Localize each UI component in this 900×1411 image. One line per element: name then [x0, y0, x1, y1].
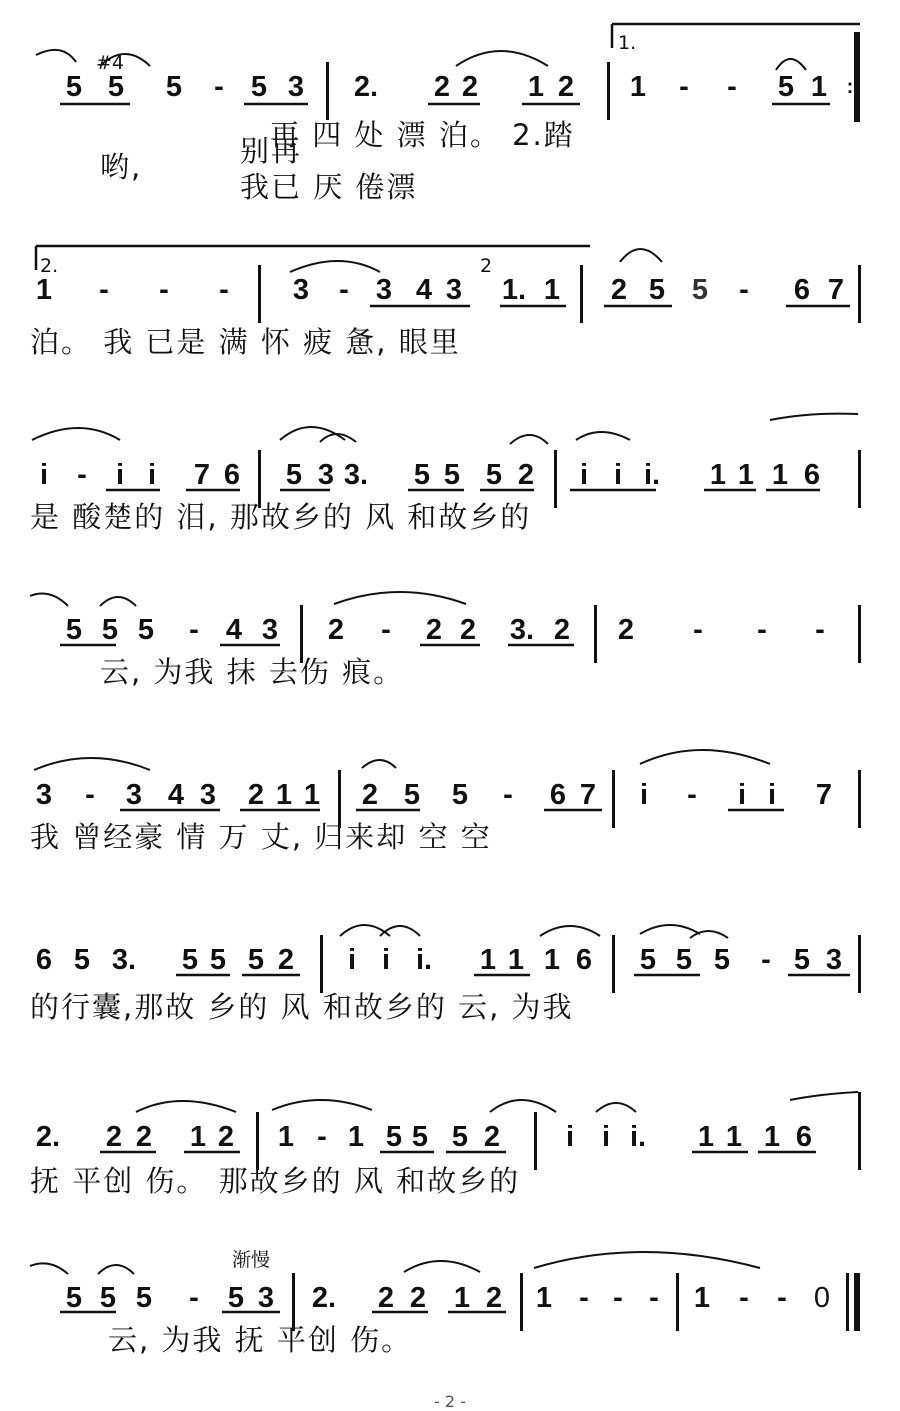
note: -	[693, 614, 703, 646]
note: 5	[227, 1282, 245, 1314]
note: -	[757, 614, 767, 646]
barline	[858, 605, 861, 663]
note: -	[317, 1121, 327, 1153]
final-barline	[854, 1273, 860, 1331]
note: 1	[629, 71, 647, 103]
note: 5	[101, 614, 119, 646]
note: 2	[557, 71, 575, 103]
slur-arc	[34, 758, 150, 770]
note: 3.	[343, 459, 369, 491]
slur-arc	[404, 1261, 480, 1272]
note: 2	[135, 1121, 153, 1153]
note: 1	[535, 1282, 553, 1314]
note: 0	[813, 1282, 831, 1314]
note: -	[189, 1282, 199, 1314]
note: 3	[292, 274, 310, 306]
note: 5	[209, 944, 227, 976]
note: 1	[303, 779, 321, 811]
note: 2	[485, 1282, 503, 1314]
note: i.	[643, 459, 661, 491]
note: 5	[713, 944, 731, 976]
barline	[534, 1112, 537, 1170]
note: 5	[403, 779, 421, 811]
lyric-line: 抚 平创 伤。 那故乡的 风 和故乡的	[30, 1164, 521, 1198]
barline	[846, 1273, 849, 1331]
note: 5	[137, 614, 155, 646]
lyric-line-main: 再 四 处 漂 泊。 2.踏	[270, 118, 575, 152]
note: 1	[693, 1282, 711, 1314]
note: 7	[815, 779, 833, 811]
slur-arc	[790, 1092, 858, 1100]
note: -	[727, 71, 737, 103]
note: 7	[193, 459, 211, 491]
note: 5	[165, 71, 183, 103]
note: -	[649, 1282, 659, 1314]
page-number: - 2 -	[434, 1392, 466, 1411]
note: -	[214, 71, 224, 103]
note: 2	[461, 71, 479, 103]
slur-arc	[136, 1101, 236, 1112]
note: i.	[629, 1121, 647, 1153]
note: -	[159, 274, 169, 306]
lyric-line-a: 哟,	[100, 150, 143, 184]
note: 2	[217, 1121, 235, 1153]
volta-label: 2.	[40, 255, 59, 277]
note: 2	[377, 1282, 395, 1314]
note: 1	[275, 779, 293, 811]
note: 5	[413, 459, 431, 491]
note: 5	[247, 944, 265, 976]
note: 5	[181, 944, 199, 976]
note: 2	[517, 459, 535, 491]
lyric-line: 泊。 我 已是 满 怀 疲 惫, 眼里	[30, 325, 461, 359]
barline	[676, 1273, 679, 1331]
note: 1	[35, 274, 53, 306]
note: 3	[317, 459, 335, 491]
note: 5	[65, 614, 83, 646]
note: 5	[451, 779, 469, 811]
barline	[258, 265, 261, 323]
note: i	[767, 779, 777, 811]
note: i	[115, 459, 125, 491]
note: 1	[453, 1282, 471, 1314]
note: -	[85, 779, 95, 811]
note: 1	[507, 944, 525, 976]
note: -	[679, 71, 689, 103]
lyric-line: 的行囊,那故 乡的 风 和故乡的 云, 为我	[30, 990, 574, 1024]
slur-arc	[490, 1100, 556, 1112]
note: 1	[277, 1121, 295, 1153]
note: 1	[697, 1121, 715, 1153]
note: i	[737, 779, 747, 811]
note: 5	[451, 1121, 469, 1153]
note: 3	[125, 779, 143, 811]
note: 5	[411, 1121, 429, 1153]
note: -	[579, 1282, 589, 1314]
note: 6	[575, 944, 593, 976]
barline	[858, 450, 861, 508]
note: -	[761, 944, 771, 976]
note: 5	[485, 459, 503, 491]
note: 5	[777, 71, 795, 103]
note: 4	[225, 614, 243, 646]
slur-arc	[640, 925, 700, 934]
note: 1	[189, 1121, 207, 1153]
slur-arc	[596, 1103, 636, 1112]
note: i	[381, 944, 391, 976]
slur-arc	[320, 434, 356, 442]
note: 2	[425, 614, 443, 646]
note: 2	[483, 1121, 501, 1153]
note: -	[189, 614, 199, 646]
note: i	[613, 459, 623, 491]
note: 1	[725, 1121, 743, 1153]
barline	[612, 935, 615, 993]
note: 3	[287, 71, 305, 103]
barline	[858, 770, 861, 828]
note: -	[381, 614, 391, 646]
note: -	[739, 274, 749, 306]
note: 1	[543, 274, 561, 306]
note: 5	[99, 1282, 117, 1314]
notation-line	[0, 265, 900, 325]
note: 5	[648, 274, 666, 306]
note: 1	[709, 459, 727, 491]
note: 5	[639, 944, 657, 976]
note: 3.	[509, 614, 535, 646]
note: -	[739, 1282, 749, 1314]
notation-line	[0, 935, 900, 995]
note: 2	[327, 614, 345, 646]
note: 5	[385, 1121, 403, 1153]
note: i.	[415, 944, 433, 976]
note: 5	[285, 459, 303, 491]
note: 1	[479, 944, 497, 976]
barline	[612, 770, 615, 828]
note: i	[347, 944, 357, 976]
note: i	[579, 459, 589, 491]
slur-arc	[362, 760, 396, 768]
note: -	[219, 274, 229, 306]
slur-arc	[576, 432, 630, 440]
barline	[320, 935, 323, 993]
note: 3	[35, 779, 53, 811]
note: 2	[610, 274, 628, 306]
note: 7	[827, 274, 845, 306]
slur-arc	[272, 1100, 372, 1110]
note: 1	[543, 944, 561, 976]
barline	[326, 62, 329, 120]
note: 1	[771, 459, 789, 491]
slur-arc	[510, 435, 548, 444]
note: 2.	[311, 1282, 337, 1314]
note: 4	[167, 779, 185, 811]
barline	[607, 62, 610, 120]
notation-line	[0, 62, 900, 122]
note: 5	[135, 1282, 153, 1314]
note: 1	[763, 1121, 781, 1153]
barline	[554, 450, 557, 508]
note: -	[77, 459, 87, 491]
note: 5	[793, 944, 811, 976]
note: 2.	[35, 1121, 61, 1153]
note: 2	[459, 614, 477, 646]
barline	[858, 935, 861, 993]
note: 2	[617, 614, 635, 646]
note: i	[601, 1121, 611, 1153]
slur-arc	[640, 750, 770, 764]
note: 2	[433, 71, 451, 103]
note: 3.	[111, 944, 137, 976]
note: 6	[803, 459, 821, 491]
lyric-line: 是 酸楚的 泪, 那故乡的 风 和故乡的	[30, 500, 532, 534]
barline	[858, 1092, 861, 1170]
slur-arc	[770, 414, 858, 420]
note: 2	[409, 1282, 427, 1314]
note: -	[339, 274, 349, 306]
slur-arc	[534, 1252, 760, 1268]
note: 2	[361, 779, 379, 811]
note: 6	[223, 459, 241, 491]
note: -	[815, 614, 825, 646]
note: 5	[250, 71, 268, 103]
note: 2	[277, 944, 295, 976]
slur-arc	[36, 50, 76, 62]
note: 3	[445, 274, 463, 306]
note: 2	[553, 614, 571, 646]
notation-line	[0, 1112, 900, 1172]
note: 5	[107, 71, 125, 103]
note: 5	[65, 71, 83, 103]
barline	[858, 265, 861, 323]
volta-label: 1.	[618, 32, 637, 54]
note: 7	[579, 779, 597, 811]
note: 1	[347, 1121, 365, 1153]
slur-arc	[620, 249, 662, 262]
note: 6	[795, 1121, 813, 1153]
slur-arc	[32, 428, 120, 440]
note: 3	[261, 614, 279, 646]
lyric-line-b: 别再	[240, 134, 303, 168]
note: 3	[199, 779, 217, 811]
final-barline	[854, 32, 860, 122]
note: 6	[793, 274, 811, 306]
note: 6	[549, 779, 567, 811]
note: -	[503, 779, 513, 811]
barline	[520, 1273, 523, 1331]
note: i	[565, 1121, 575, 1153]
note: 1	[810, 71, 828, 103]
note: 1.	[501, 274, 527, 306]
note: 2	[247, 779, 265, 811]
note: 5	[65, 1282, 83, 1314]
slur-arc	[334, 592, 466, 604]
grace-note-mark: 2	[480, 255, 493, 277]
note: i	[39, 459, 49, 491]
note: 5	[675, 944, 693, 976]
note: 3	[257, 1282, 275, 1314]
note: 1	[527, 71, 545, 103]
lyric-line-c: 我已 厌 倦漂	[240, 170, 418, 204]
note: 4	[415, 274, 433, 306]
note: 2	[105, 1121, 123, 1153]
slur-arc	[280, 427, 345, 440]
note: i	[147, 459, 157, 491]
note: -	[99, 274, 109, 306]
note: -	[687, 779, 697, 811]
note: 2.	[353, 71, 379, 103]
lyric-line: 我 曾经豪 情 万 丈, 归来却 空 空	[30, 820, 492, 854]
note: 3	[825, 944, 843, 976]
lyric-line: 云, 为我 抚 平创 伤。	[108, 1323, 413, 1357]
lyric-line: 云, 为我 抹 去伤 痕。	[100, 655, 405, 689]
note: 1	[737, 459, 755, 491]
note: i	[639, 779, 649, 811]
note: 5	[443, 459, 461, 491]
tempo-mark-ritardando: 渐慢	[232, 1249, 271, 1271]
barline	[594, 605, 597, 663]
barline	[256, 1112, 259, 1170]
repeat-dots: :	[846, 76, 854, 98]
note: 5	[73, 944, 91, 976]
note: 6	[35, 944, 53, 976]
note: -	[777, 1282, 787, 1314]
accidental-mark: #4	[96, 52, 125, 74]
note: -	[613, 1282, 623, 1314]
note: 3	[375, 274, 393, 306]
note: 5	[691, 274, 709, 306]
barline	[580, 265, 583, 323]
